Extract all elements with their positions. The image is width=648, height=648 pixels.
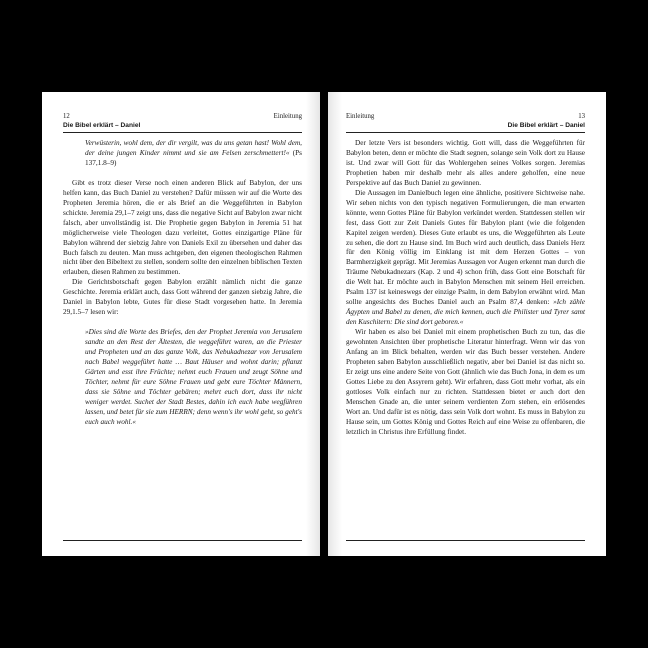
quote-psalm-text: Verwüsterin, wohl dem, der dir vergilt, was du uns getan hast! Wohl dem, der deine jungen Kinder nimmt und sie am Felsen zerschmettert!«: [85, 139, 302, 157]
paragraph: Gibt es trotz dieser Verse noch einen anderen Blick auf Babylon, der uns helfen kann, das Buch Daniel zu verstehen? Dafür müssen wir auf die Worte des Propheten Jeremia hören, die er als Brief an die Weggeführten in Babylon schickte. Jeremia 29,1–7 zeigt uns, dass die negative Sicht auf Babylon zwar nicht falsch, aber unvollständig ist. Die Prophetie gegen Babylon in Jeremia 51 hat möglicherweise viele Theologen dazu verleitet, Gottes einzigartige Pläne für Babylon während der siebzig Jahre von Daniels Exil zu übersehen und daher das Buch falsch zu deuten. Man muss achtgeben, den eigenen theologischen Rahmen nicht über den Bibeltext zu stellen, sondern sollte den einzelnen biblischen Texten erlauben, diesen Rahmen zu bestimmen.: [63, 178, 302, 277]
running-head-section: Einleitung: [273, 113, 302, 120]
header-rule: [63, 132, 302, 133]
paragraph: Wir haben es also bei Daniel mit einem prophetischen Buch zu tun, das die gewohnten Ansichten über prophetische Literatur hinterfragt. Wenn wir das von Anfang an im Blick behalten, werden wir das Buch besser verstehen. Andere Propheten sahen Babylon ausschließlich negativ, aber bei Daniel ist das nicht so. Er zeigt uns eine andere Seite von Gott (ähnlich wie das Buch Jona, in dem es um Gottes Liebe zu den Assyrern geht). Wir erfahren, dass Gott mehr vorhat, als ein gottloses Volk einfach nur zu richten. Stattdessen bietet er auch dort den Menschen Gnade an, die unter seinem verdienten Zorn stehen, ein erlösendes Wort an. Und dafür ist es nötig, dass sein Volk dort wohnt. Es muss in Babylon zu Hause sein, um Gottes König und Gottes Reich auf eine Weise zu offenbaren, die letztlich in Christus ihre Erfüllung findet.: [346, 328, 585, 436]
page-number: 13: [578, 113, 585, 120]
paragraph: Die Gerichtsbotschaft gegen Babylon erzählt nämlich nicht die ganze Geschichte. Jeremia erklärt auch, dass Gott während der ganzen siebzig Jahre, die Daniel in Babylon lebte, Gutes für diese Stadt vorgesehen hatte. In Jeremia 29,1.5–7 lesen wir:: [63, 278, 302, 317]
quote-jeremia: »Dies sind die Worte des Briefes, den der Prophet Jeremia von Jerusalem sandte an den Rest der Ältesten, die weggeführt waren, an die Priester und Propheten und an das ganze Volk, das Nebukadnezar von Jerusalem nach Babel weggeführt hatte … Baut Häuser und wohnt darin; pflanzt Gärten und esst ihre Früchte; nehmt euch Frauen und zeugt Söhne und Töchter, nehmt für eure Söhne Frauen und gebt eure Töchter Männern, dass sie Söhne und Töchter gebären; mehrt euch dort, dass ihr nicht weniger werdet. Suchet der Stadt Bestes, dahin ich euch habe wegführen lassen, und betet für sie zum HERRN; denn wenn's ihr wohl geht, so geht's euch auch wohl.«: [85, 328, 302, 426]
running-header: [63, 112, 302, 121]
right-page: [328, 92, 606, 556]
page-number: 12: [63, 113, 70, 120]
quote-psalm: [85, 139, 302, 169]
paragraph-text: Die Aussagen im Danielbuch legen eine ähnliche, positivere Sichtweise nahe. Wir sehen nichts von den typisch negativen Formulierungen, die man erwarten könnte, wenn Gottes Pläne für Babylon verkündet werden. Stattdessen stellen wir fest, dass Gott zur Zeit Daniels Gutes für Babylon plant (wie die folgenden Kapitel zeigen werden). Dieses Gute erlaubt es uns, die Weggeführten als Leute zu sehen, die dort zu Hause sind. Im Buch wird auch deutlich, dass Daniels Herz für den König völlig im Einklang ist mit dem Herzen Gottes – von Barmherzigkeit geprägt. Mit Jeremias Aussagen vor Augen erkennt man durch die Träume Nebukadnezars (Kap. 2 und 4) schon früh, dass Gott eine Botschaft für die Welt hat. Er möchte auch in Babylon Menschen mit seinem Heil erreichen. Psalm 137 ist keineswegs der einzige Psalm, in dem Babylon erwähnt wird. Man sollte angesichts des Buches Daniel auch an Psalm 87,4 denken:: [346, 188, 585, 307]
quote-psalm-reference: (Ps 137,1.8–9): [85, 148, 302, 167]
running-title: [346, 121, 585, 130]
gutter-shadow: [328, 92, 342, 556]
paragraph: [346, 189, 585, 328]
gutter-shadow: [306, 92, 320, 556]
header-rule: [346, 132, 585, 133]
footer-rule: [63, 540, 302, 541]
book-title: Die Bibel erklärt – Daniel: [507, 122, 585, 129]
book-title: Die Bibel erklärt – Daniel: [63, 122, 141, 129]
footer-rule: [346, 540, 585, 541]
running-header: [346, 112, 585, 121]
left-page: [42, 92, 320, 556]
psalm-quote-inline: »Ich zähle Ägypten und Babel zu denen, die mich kennen, auch die Philister und Tyrer samt den Kuschitern: Die sind dort geboren.«: [346, 298, 585, 327]
running-head-section: Einleitung: [346, 113, 375, 120]
paragraph: Der letzte Vers ist besonders wichtig. Gott will, dass die Weggeführten für Babylon beten, denn er möchte die Stadt segnen, solange sein Volk dort zu Hause ist. Und zwar will Gott für das Wohlergehen seines Volkes sorgen. Jeremias Prophetien haben mir deshalb mehr als alles andere geholfen, eine neue Perspektive auf das Buch Daniel zu gewinnen.: [346, 139, 585, 187]
running-title: [63, 121, 302, 130]
